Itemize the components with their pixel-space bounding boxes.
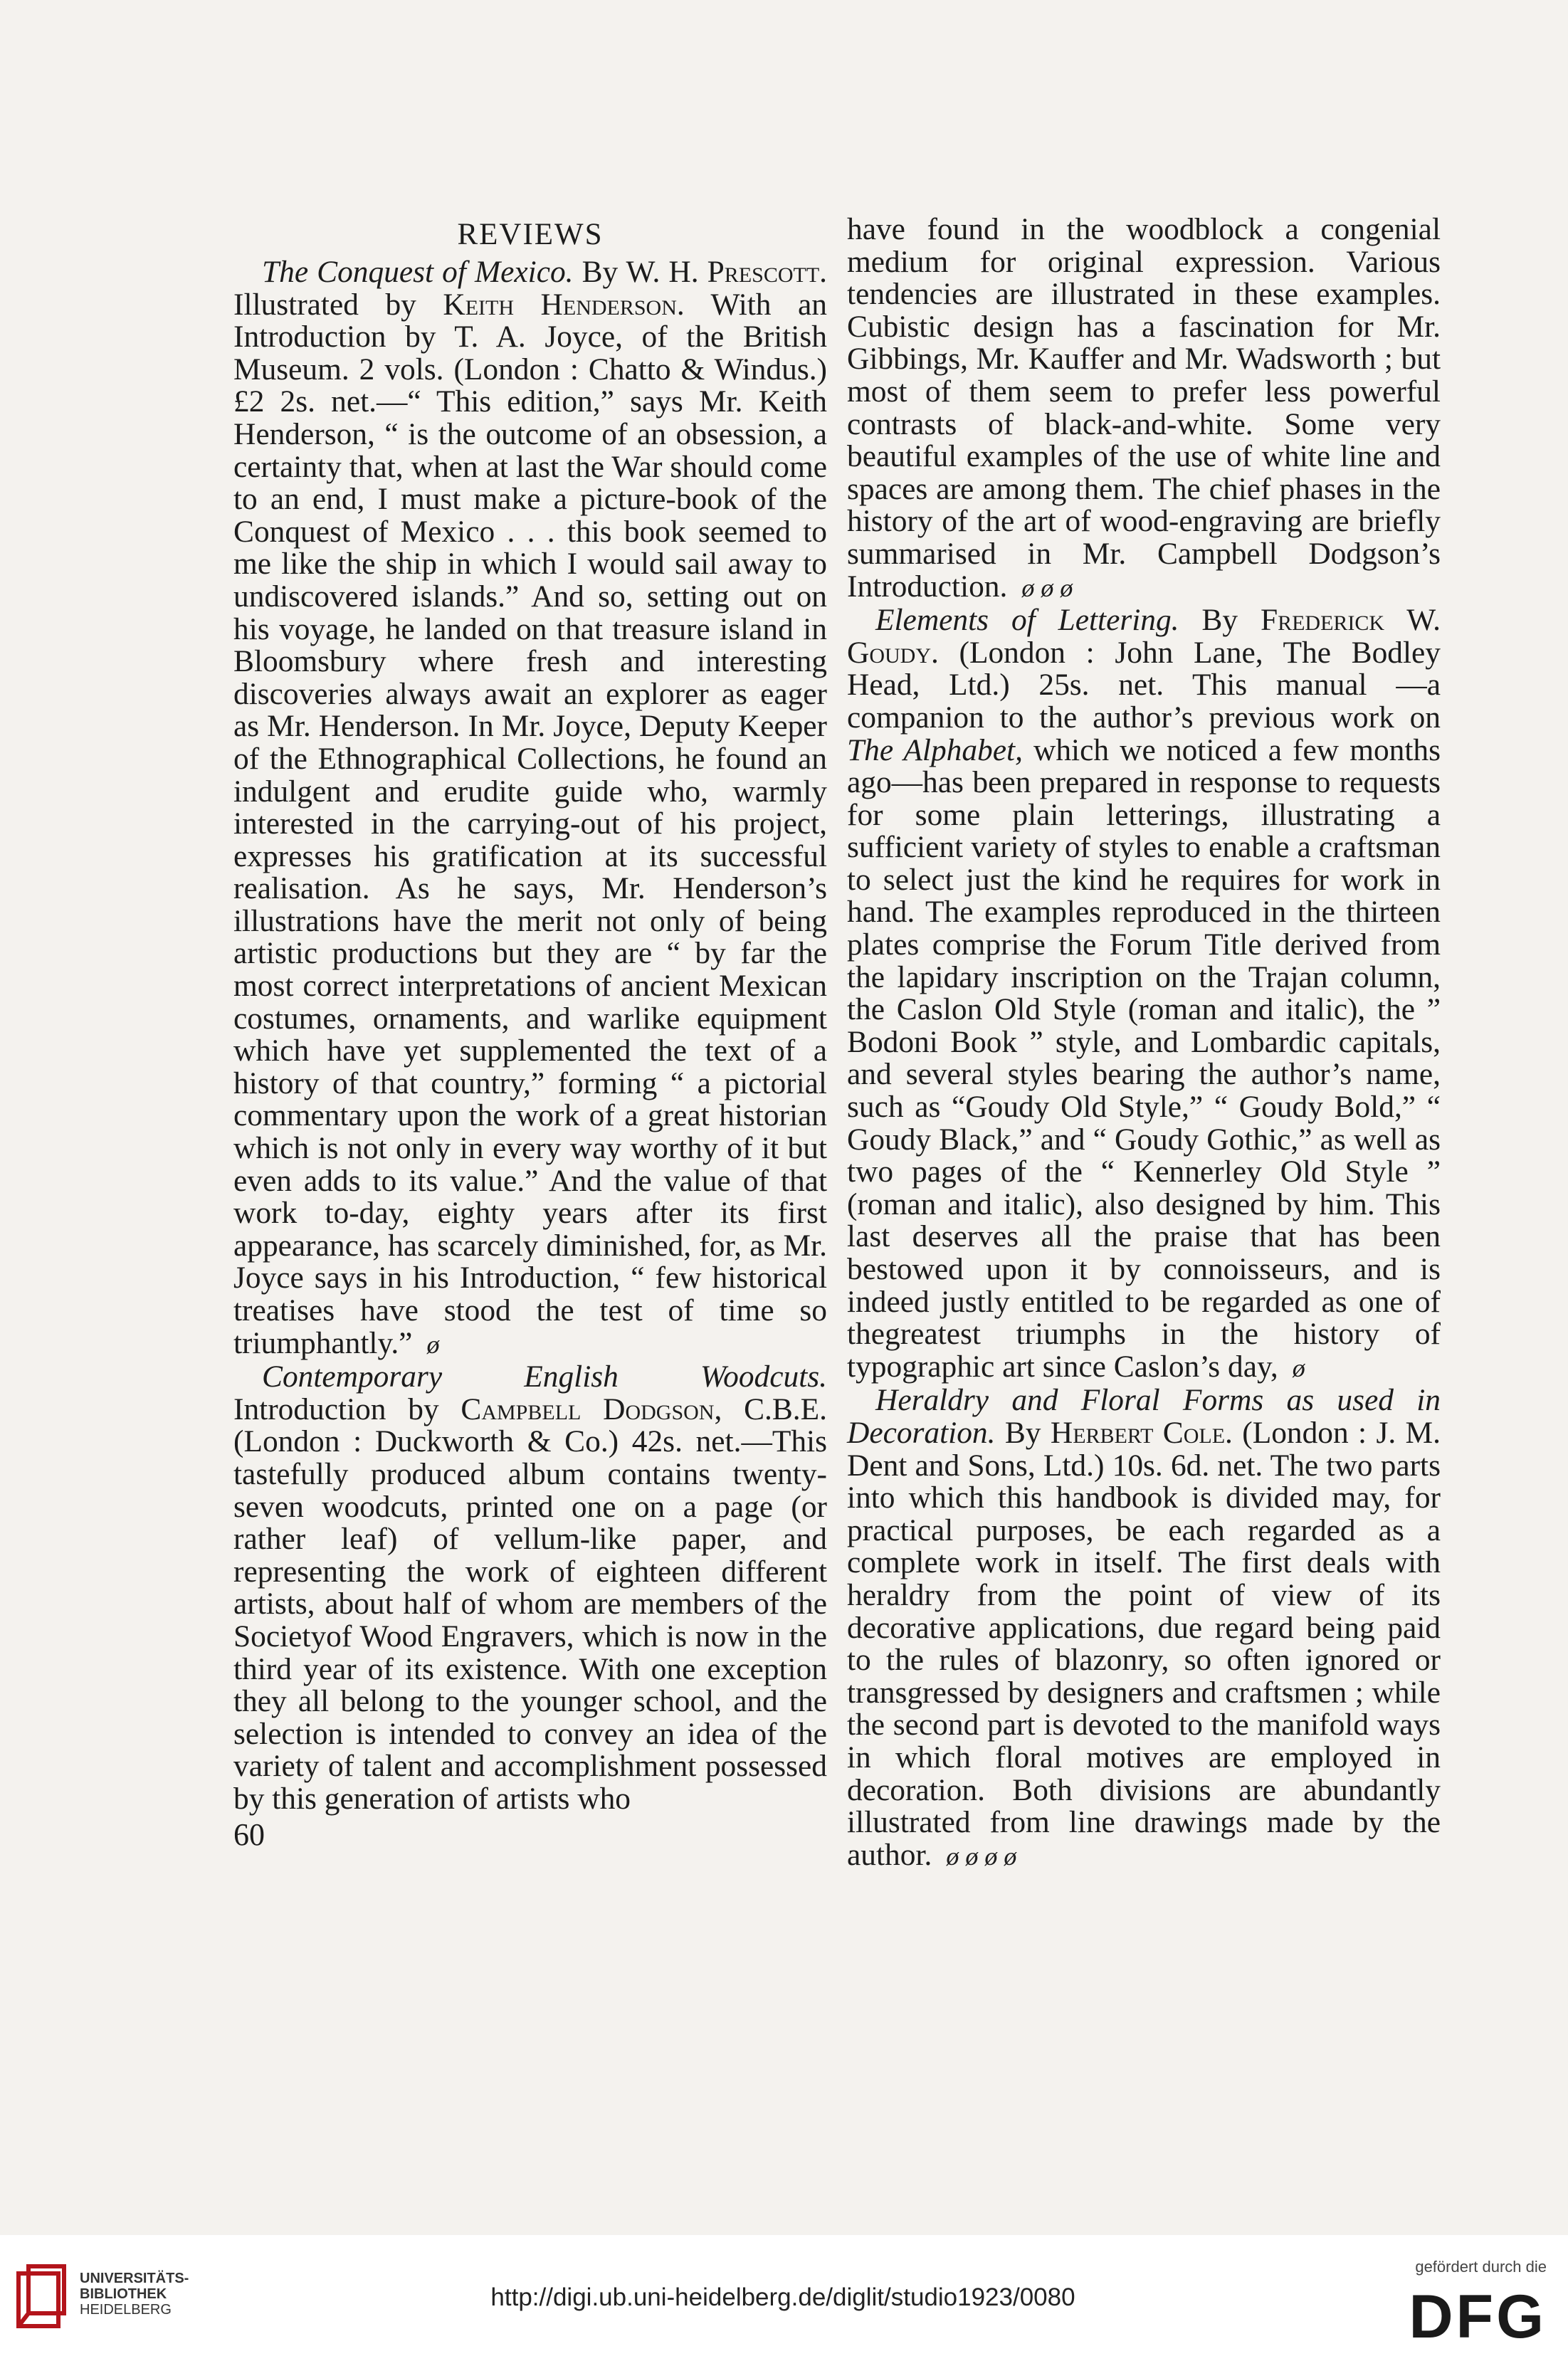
ornament-glyphs: ø [1292, 1353, 1305, 1382]
right-column [847, 214, 1441, 1873]
text-run: With an Introduction by T. A. Joyce, of the British Museum. 2 vols. (London : Chatto & Windus.) £2 2s. net.—“ This edition,” says Mr. Keith Henderson, “ is the outcome of an obsession, a certainty that, when at last the War should come to an end, I must make a picture-book of the Conquest of Mexico . . . this book seemed to me like the ship in which I would sail away to undiscovered islands.” And so, setting out on his voyage, he landed on that treasure island in Bloomsbury where fresh and interesting discoveries always await an explorer as eager as Mr. Henderson. In Mr. Joyce, Deputy Keeper of the Ethnographical Collections, he found an indulgent and erudite guide who, warmly interested in the carrying-out of his project, expresses his gratification at its successful realisation. As he says, Mr. Henderson’s illustrations have the merit not only of being artistic productions but they are “ by far the most correct interpretations of ancient Mexican costumes, ornaments, and warlike equipment which have yet supplemented the text of a history of that country,” forming “ a pictorial commentary upon the work of a great historian which is not only in every way worthy of it but even adds to its value.” And the value of that work to-day, eighty years after its first appearance, has scarcely diminished, for, as Mr. Joyce says in his Introduction, “ few historical treatises have stood the test of time so triumphantly.” [233, 287, 827, 1360]
ornament-glyphs: ø ø ø [1021, 573, 1073, 602]
page-heading: REVIEWS [457, 218, 604, 251]
review-paragraph [847, 214, 1441, 604]
text-run: Campbell Dodgson, [461, 1392, 722, 1426]
review-paragraph [233, 1361, 827, 1815]
text-run: The Conquest of Mexico. [262, 255, 574, 289]
text-run: Elements of Lettering. [875, 603, 1179, 638]
page-number: 60 [233, 1817, 265, 1852]
text-run: Herbert Cole. [1050, 1415, 1233, 1450]
text-run: (London : J. M. Dent and Sons, Ltd.) 10s. 6d. net. The two parts into which this handbook is divided may, for practical purposes, be each regarded as a complete work in itself. The first deals with heraldry from the point of view of its decorative applications, due regard being paid to the rules of blazonry, so often ignored or transgressed by designers and craftsmen ; while the second part is devoted to the manifold ways in which floral motives are employed in decoration. Both divisions are abundantly illustrated from line drawings made by the author. [847, 1415, 1441, 1872]
text-run: have found in the woodblock a congenial medium for original expression. Various tendencies are illustrated in these examples. Cubistic design has a fascination for Mr. Gibbings, Mr. Kauffer and Mr. Wadsworth ; but most of them seem to prefer less powerful contrasts of black-and-white. Some very beautiful examples of the use of white line and spaces are among them. The chief phases in the history of the art of wood-engraving are briefly summarised in Mr. Campbell Dodgson’s Introduction. [847, 212, 1441, 604]
text-run: By [995, 1415, 1051, 1450]
right-column-body [847, 214, 1441, 1873]
text-run: Frederick W. Goudy. [847, 603, 1441, 670]
text-run: Introduction by [233, 1392, 461, 1426]
dfg-logo[interactable]: DFG [1409, 2283, 1547, 2351]
library-name-line: HEIDELBERG [80, 2302, 172, 2318]
text-run: Prescott. [707, 255, 827, 289]
ornament-glyphs: ø [426, 1330, 440, 1359]
library-name-line: BIBLIOTHEK [80, 2286, 167, 2302]
text-run: Keith Henderson. [443, 287, 685, 322]
text-run: By W. H. [573, 255, 707, 289]
sponsor-caption: gefördert durch die [1415, 2258, 1547, 2276]
review-paragraph [847, 1384, 1441, 1873]
text-run: Illustrated by [233, 287, 443, 322]
library-name[interactable] [80, 2271, 189, 2318]
text-run: (London : John Lane, The Bodley Head, Ltd.) 25s. net. This manual —a companion to the author’s previous work on [847, 635, 1441, 735]
text-run: By [1179, 603, 1261, 638]
library-name-line: UNIVERSITÄTS- [80, 2271, 189, 2286]
text-run: C.B.E. (London : Duckworth & Co.) 42s. net.—This tastefully produced album contains twenty-seven woodcuts, printed one on a page (or rather leaf) of vellum-like paper, and representing the work of eighteen different artists, about half of whom are members of the Societyof Wood Engravers, which is now in the third year of its existence. With one exception they all belong to the younger school, and the selection is intended to convey an idea of the variety of talent and accomplishment possessed by this generation of artists who [233, 1392, 827, 1816]
text-run: which we noticed a few months ago—has been prepared in response to requests for some plain letterings, illustrating a sufficient variety of styles to enable a craftsman to select just the kind he requires for work in hand. The examples reproduced in the thirteen plates comprise the Forum Title derived from the lapidary inscription on the Trajan column, the Caslon Old Style (roman and italic), the ” Bodoni Book ” style, and Lombardic capitals, and several styles bearing the author’s name, such as “Goudy Old Style,” “ Goudy Bold,” “ Goudy Black,” and “ Goudy Gothic,” as well as two pages of the “ Kennerley Old Style ” (roman and italic), also designed by him. This last deserves all the praise that has been bestowed upon it by connoisseurs, and is indeed justly entitled to be regarded as one of thegreatest triumphs in the history of typographic art since Caslon’s day, [847, 732, 1441, 1384]
left-column-body [233, 256, 827, 1816]
review-paragraph [233, 256, 827, 1361]
review-paragraph [847, 604, 1441, 1384]
text-run: Heraldry and Floral Forms as used in Decoration. [847, 1383, 1441, 1450]
text-run: Contemporary English Woodcuts. [262, 1360, 827, 1394]
ornament-glyphs: ø ø ø ø [946, 1841, 1017, 1871]
permalink-url[interactable]: http://digi.ub.uni-heidelberg.de/diglit/studio1923/0080 [490, 2283, 1075, 2311]
library-logo-icon[interactable] [13, 2263, 70, 2332]
text-run: The Alphabet, [847, 732, 1023, 767]
left-column [233, 214, 827, 1816]
footer-bar [0, 2235, 1568, 2361]
